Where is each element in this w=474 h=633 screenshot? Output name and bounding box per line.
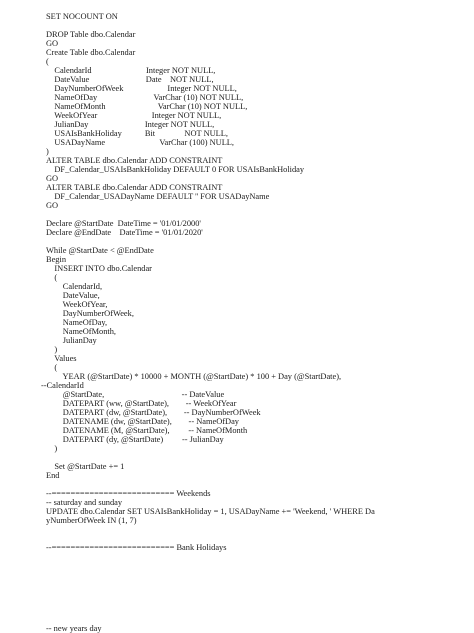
code-line: DATEPART (dw, @StartDate), -- DayNumberOfWeek	[46, 408, 261, 417]
code-line: YEAR (@StartDate) * 10000 + MONTH (@StartDate) * 100 + Day (@StartDate),	[46, 372, 342, 381]
code-line: Begin	[46, 255, 67, 264]
code-line: DF_Calendar_USAIsBankHoliday DEFAULT 0 FOR USAIsBankHoliday	[46, 165, 305, 174]
code-line: )	[46, 444, 58, 453]
code-line: INSERT INTO dbo.Calendar	[46, 264, 152, 273]
code-line: CalendarId,	[46, 282, 103, 291]
code-line: NameOfDay VarChar (10) NOT NULL,	[46, 93, 244, 102]
code-line: Declare @EndDate DateTime = '01/01/2020'	[46, 228, 203, 237]
code-line: WeekOfYear Integer NOT NULL,	[46, 111, 222, 120]
code-line: )	[46, 345, 58, 354]
code-line: GO	[46, 39, 59, 48]
code-line: GO	[46, 201, 59, 210]
code-line: GO	[46, 174, 59, 183]
code-line: DateValue Date NOT NULL,	[46, 75, 214, 84]
code-line: --CalendarId	[41, 381, 84, 390]
code-line: (	[46, 57, 49, 66]
code-line: --========================== Weekends	[46, 489, 211, 498]
code-line: WeekOfYear,	[46, 300, 108, 309]
code-line: --========================== Bank Holidays	[46, 543, 227, 552]
code-line: JulianDay Integer NOT NULL,	[46, 120, 215, 129]
code-line: SET NOCOUNT ON	[46, 12, 118, 21]
code-line: (	[46, 273, 58, 282]
code-line: UPDATE dbo.Calendar SET USAIsBankHoliday = 1, USADayName += 'Weekend, ' WHERE Da	[46, 507, 375, 516]
code-line: DROP Table dbo.Calendar	[46, 30, 136, 39]
code-line: DATENAME (M, @StartDate), -- NameOfMonth	[46, 426, 248, 435]
code-line: @StartDate, -- DateValue	[46, 390, 225, 399]
code-line: NameOfMonth,	[46, 327, 117, 336]
code-line: ALTER TABLE dbo.Calendar ADD CONSTRAINT	[46, 156, 223, 165]
code-line: -- new years day	[46, 624, 102, 633]
code-line: ALTER TABLE dbo.Calendar ADD CONSTRAINT	[46, 183, 223, 192]
code-line: DATEPART (ww, @StartDate), -- WeekOfYear	[46, 399, 237, 408]
code-line: (	[46, 363, 58, 372]
code-line: )	[46, 147, 49, 156]
code-line: DATEPART (dy, @StartDate) -- JulianDay	[46, 435, 224, 444]
code-line: NameOfMonth VarChar (10) NOT NULL,	[46, 102, 248, 111]
code-line: USADayName VarChar (100) NULL,	[46, 138, 235, 147]
code-line: NameOfDay,	[46, 318, 108, 327]
code-line: Create Table dbo.Calendar	[46, 48, 136, 57]
code-line: DayNumberOfWeek Integer NOT NULL,	[46, 84, 237, 93]
code-line: Values	[46, 354, 77, 363]
code-line: Set @StartDate += 1	[46, 462, 125, 471]
code-line: DATENAME (dw, @StartDate), -- NameOfDay	[46, 417, 239, 426]
code-line: Declare @StartDate DateTime = '01/01/2000'	[46, 219, 201, 228]
code-line: End	[46, 471, 60, 480]
code-line: DF_Calendar_USADayName DEFAULT '' FOR USADayName	[46, 192, 270, 201]
code-line: -- saturday and sunday	[46, 498, 123, 507]
code-line: JulianDay	[46, 336, 97, 345]
code-line: DateValue,	[46, 291, 100, 300]
code-line: yNumberOfWeek IN (1, 7)	[46, 516, 137, 525]
code-line: USAIsBankHoliday Bit NOT NULL,	[46, 129, 228, 138]
code-line: While @StartDate < @EndDate	[46, 246, 154, 255]
code-line: CalendarId Integer NOT NULL,	[46, 66, 216, 75]
code-line: DayNumberOfWeek,	[46, 309, 134, 318]
